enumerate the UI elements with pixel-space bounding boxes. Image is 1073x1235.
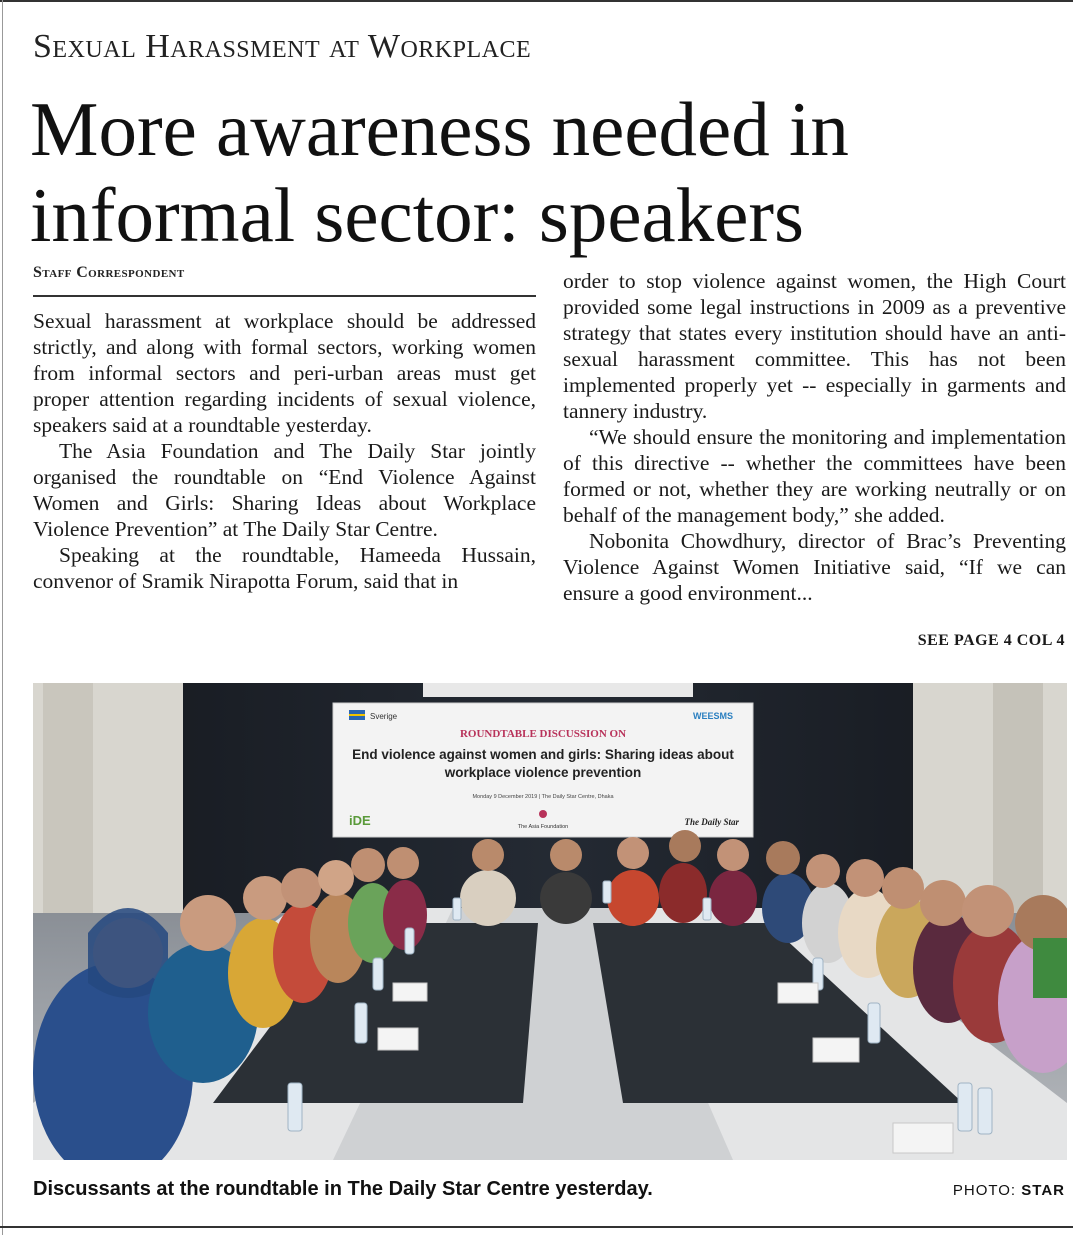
paragraph: Sexual harassment at workplace should be addressed strictly, and along with formal sectors, working women from informal sectors and peri-urban areas must get proper attention regarding incidents of sexual violence, speakers said at a roundtable yesterday.: [33, 309, 536, 437]
banner-logo-ide: iDE: [349, 813, 371, 828]
roundtable-photo: [33, 683, 1067, 1160]
byline: Staff Correspondent: [33, 264, 185, 281]
body-column-1: [33, 308, 536, 594]
paragraph: The Asia Foundation and The Daily Star jointly organised the roundtable on “End Violence Against Women and Girls: Sharing Ideas about Workplace Violence Prevention” at The Daily Star Centre.: [33, 439, 536, 541]
banner-logo-daily-star: The Daily Star: [684, 817, 739, 827]
body-column-2: [563, 268, 1066, 606]
banner: [333, 703, 753, 837]
photo-credit: [953, 1182, 1065, 1199]
paragraph: “We should ensure the monitoring and implementation of this directive -- whether the committees have been formed or not, whether they are working neutrally or on behalf of the management body,” she added.: [563, 425, 1066, 527]
photo-credit-name: STAR: [1021, 1182, 1065, 1199]
jump-line: SEE PAGE 4 COL 4: [917, 632, 1065, 649]
photo-credit-label: PHOTO:: [952, 1182, 1017, 1199]
top-rule: [0, 0, 1073, 2]
paragraph: Speaking at the roundtable, Hameeda Hussain, convenor of Sramik Nirapotta Forum, said that in: [33, 543, 536, 593]
photo-caption: Discussants at the roundtable in The Daily Star Centre yesterday.: [33, 1178, 653, 1200]
banner-logo-asia-foundation: The Asia Foundation: [517, 824, 569, 830]
banner-logo-weesms: WEESMS: [693, 711, 734, 721]
kicker: Sexual Harassment at Workplace: [33, 28, 532, 65]
banner-title-2: workplace violence prevention: [444, 765, 642, 780]
paragraph: order to stop violence against women, the High Court provided some legal instructions in 2009 as a preventive strategy that states every institution should have an anti-sexual harassment committee. This has not been implemented properly yet -- especially in garments and tannery industry.: [563, 269, 1066, 423]
banner-logo-sverige: Sverige: [370, 712, 398, 721]
left-rule: [2, 0, 3, 1235]
banner-heading: ROUNDTABLE DISCUSSION ON: [459, 728, 627, 740]
headline: More awareness needed in informal sector: speakers: [30, 86, 849, 258]
paragraph: Nobonita Chowdhury, director of Brac’s Preventing Violence Against Women Initiative said, “If we can ensure a good environment...: [563, 529, 1066, 605]
banner-title: End violence against women and girls: Sharing ideas about: [352, 747, 734, 762]
banner-date: Monday 9 December 2019 | The Daily Star Centre, Dhaka: [472, 794, 614, 800]
byline-rule: [33, 295, 536, 297]
bottom-rule: [0, 1226, 1073, 1228]
